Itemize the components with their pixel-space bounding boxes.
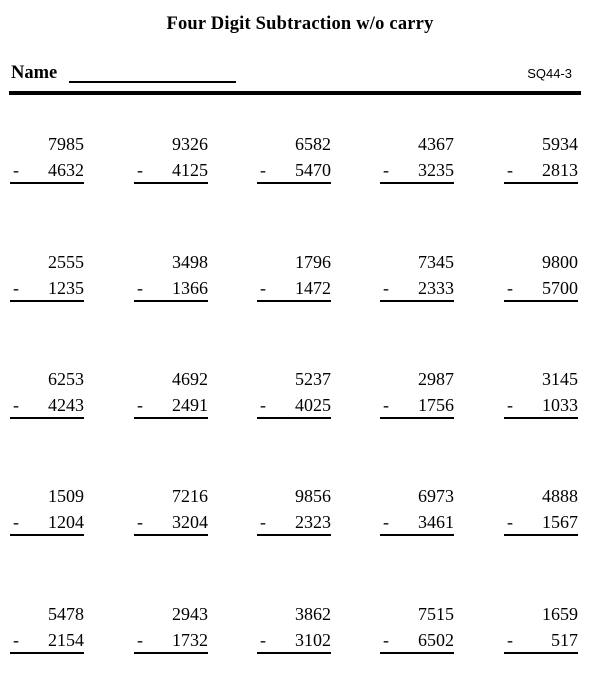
answer-line (380, 417, 454, 419)
subtraction-problem (257, 486, 331, 544)
subtrahend: 3235 (418, 160, 454, 180)
answer-line (134, 534, 208, 536)
subtraction-problem (380, 369, 454, 427)
answer-line (380, 300, 454, 302)
subtraction-problem (134, 252, 208, 310)
answer-line (504, 417, 578, 419)
subtrahend: 3102 (295, 630, 331, 650)
minus-sign: - (13, 278, 19, 298)
subtrahend: 1235 (48, 278, 84, 298)
answer-line (257, 417, 331, 419)
minuend: 4692 (172, 369, 208, 389)
answer-line (504, 652, 578, 654)
minus-sign: - (383, 395, 389, 415)
answer-line (380, 652, 454, 654)
subtrahend: 3204 (172, 512, 208, 532)
minus-sign: - (13, 395, 19, 415)
answer-line (504, 182, 578, 184)
minus-sign: - (260, 512, 266, 532)
answer-line (380, 534, 454, 536)
subtrahend: 5700 (542, 278, 578, 298)
subtrahend: 5470 (295, 160, 331, 180)
minus-sign: - (137, 160, 143, 180)
minuend: 1659 (542, 604, 578, 624)
subtrahend: 1756 (418, 395, 454, 415)
minuend: 9326 (172, 134, 208, 154)
subtrahend: 6502 (418, 630, 454, 650)
answer-line (257, 300, 331, 302)
minus-sign: - (507, 512, 513, 532)
answer-line (504, 534, 578, 536)
minus-sign: - (137, 278, 143, 298)
minuend: 9800 (542, 252, 578, 272)
subtrahend: 2333 (418, 278, 454, 298)
minuend: 6973 (418, 486, 454, 506)
minus-sign: - (383, 512, 389, 532)
subtraction-problem (380, 134, 454, 192)
subtraction-problem (257, 252, 331, 310)
subtrahend: 2491 (172, 395, 208, 415)
minuend: 2987 (418, 369, 454, 389)
answer-line (134, 417, 208, 419)
minuend: 3498 (172, 252, 208, 272)
subtraction-problem (10, 486, 84, 544)
subtraction-problem (10, 134, 84, 192)
answer-line (10, 652, 84, 654)
subtraction-problem (10, 369, 84, 427)
subtrahend: 517 (551, 630, 578, 650)
subtrahend: 4632 (48, 160, 84, 180)
answer-line (257, 534, 331, 536)
subtrahend: 4243 (48, 395, 84, 415)
answer-line (10, 182, 84, 184)
minus-sign: - (507, 395, 513, 415)
minuend: 7515 (418, 604, 454, 624)
answer-line (257, 652, 331, 654)
subtrahend: 1472 (295, 278, 331, 298)
subtrahend: 1366 (172, 278, 208, 298)
answer-line (134, 300, 208, 302)
worksheet-title: Four Digit Subtraction w/o carry (166, 14, 434, 34)
subtraction-problem (134, 134, 208, 192)
minuend: 7985 (48, 134, 84, 154)
subtrahend: 2323 (295, 512, 331, 532)
minuend: 3145 (542, 369, 578, 389)
subtraction-problem (504, 252, 578, 310)
minus-sign: - (260, 278, 266, 298)
subtrahend: 2154 (48, 630, 84, 650)
minus-sign: - (137, 395, 143, 415)
subtraction-problem (504, 369, 578, 427)
minus-sign: - (383, 278, 389, 298)
subtraction-problem (380, 604, 454, 662)
minuend: 9856 (295, 486, 331, 506)
subtraction-problem (257, 369, 331, 427)
subtrahend: 2813 (542, 160, 578, 180)
minuend: 2555 (48, 252, 84, 272)
subtraction-problem (10, 604, 84, 662)
minuend: 1796 (295, 252, 331, 272)
minus-sign: - (13, 160, 19, 180)
minuend: 5237 (295, 369, 331, 389)
subtrahend: 4125 (172, 160, 208, 180)
answer-line (10, 534, 84, 536)
subtraction-problem (134, 369, 208, 427)
minus-sign: - (507, 160, 513, 180)
answer-line (10, 417, 84, 419)
answer-line (10, 300, 84, 302)
minuend: 6253 (48, 369, 84, 389)
minus-sign: - (507, 630, 513, 650)
minus-sign: - (13, 512, 19, 532)
answer-line (257, 182, 331, 184)
subtrahend: 3461 (418, 512, 454, 532)
minuend: 2943 (172, 604, 208, 624)
subtrahend: 1567 (542, 512, 578, 532)
minus-sign: - (383, 630, 389, 650)
subtraction-problem (257, 604, 331, 662)
minuend: 4888 (542, 486, 578, 506)
subtrahend: 1732 (172, 630, 208, 650)
answer-line (134, 652, 208, 654)
minuend: 5478 (48, 604, 84, 624)
minus-sign: - (137, 512, 143, 532)
answer-line (380, 182, 454, 184)
minus-sign: - (13, 630, 19, 650)
minuend: 7345 (418, 252, 454, 272)
minuend: 5934 (542, 134, 578, 154)
minuend: 7216 (172, 486, 208, 506)
subtraction-problem (10, 252, 84, 310)
answer-line (504, 300, 578, 302)
name-label: Name (11, 63, 58, 83)
minuend: 6582 (295, 134, 331, 154)
subtraction-problem (504, 604, 578, 662)
subtrahend: 1033 (542, 395, 578, 415)
minus-sign: - (383, 160, 389, 180)
answer-line (134, 182, 208, 184)
subtrahend: 4025 (295, 395, 331, 415)
subtraction-problem (380, 486, 454, 544)
subtraction-problem (504, 134, 578, 192)
minuend: 1509 (48, 486, 84, 506)
subtraction-problem (257, 134, 331, 192)
minuend: 4367 (418, 134, 454, 154)
subtraction-problem (134, 604, 208, 662)
subtrahend: 1204 (48, 512, 84, 532)
minus-sign: - (260, 630, 266, 650)
minus-sign: - (260, 395, 266, 415)
subtraction-problem (134, 486, 208, 544)
worksheet-code: SQ44-3 (527, 66, 572, 81)
minus-sign: - (260, 160, 266, 180)
minus-sign: - (507, 278, 513, 298)
subtraction-problem (380, 252, 454, 310)
minuend: 3862 (295, 604, 331, 624)
subtraction-problem (504, 486, 578, 544)
minus-sign: - (137, 630, 143, 650)
